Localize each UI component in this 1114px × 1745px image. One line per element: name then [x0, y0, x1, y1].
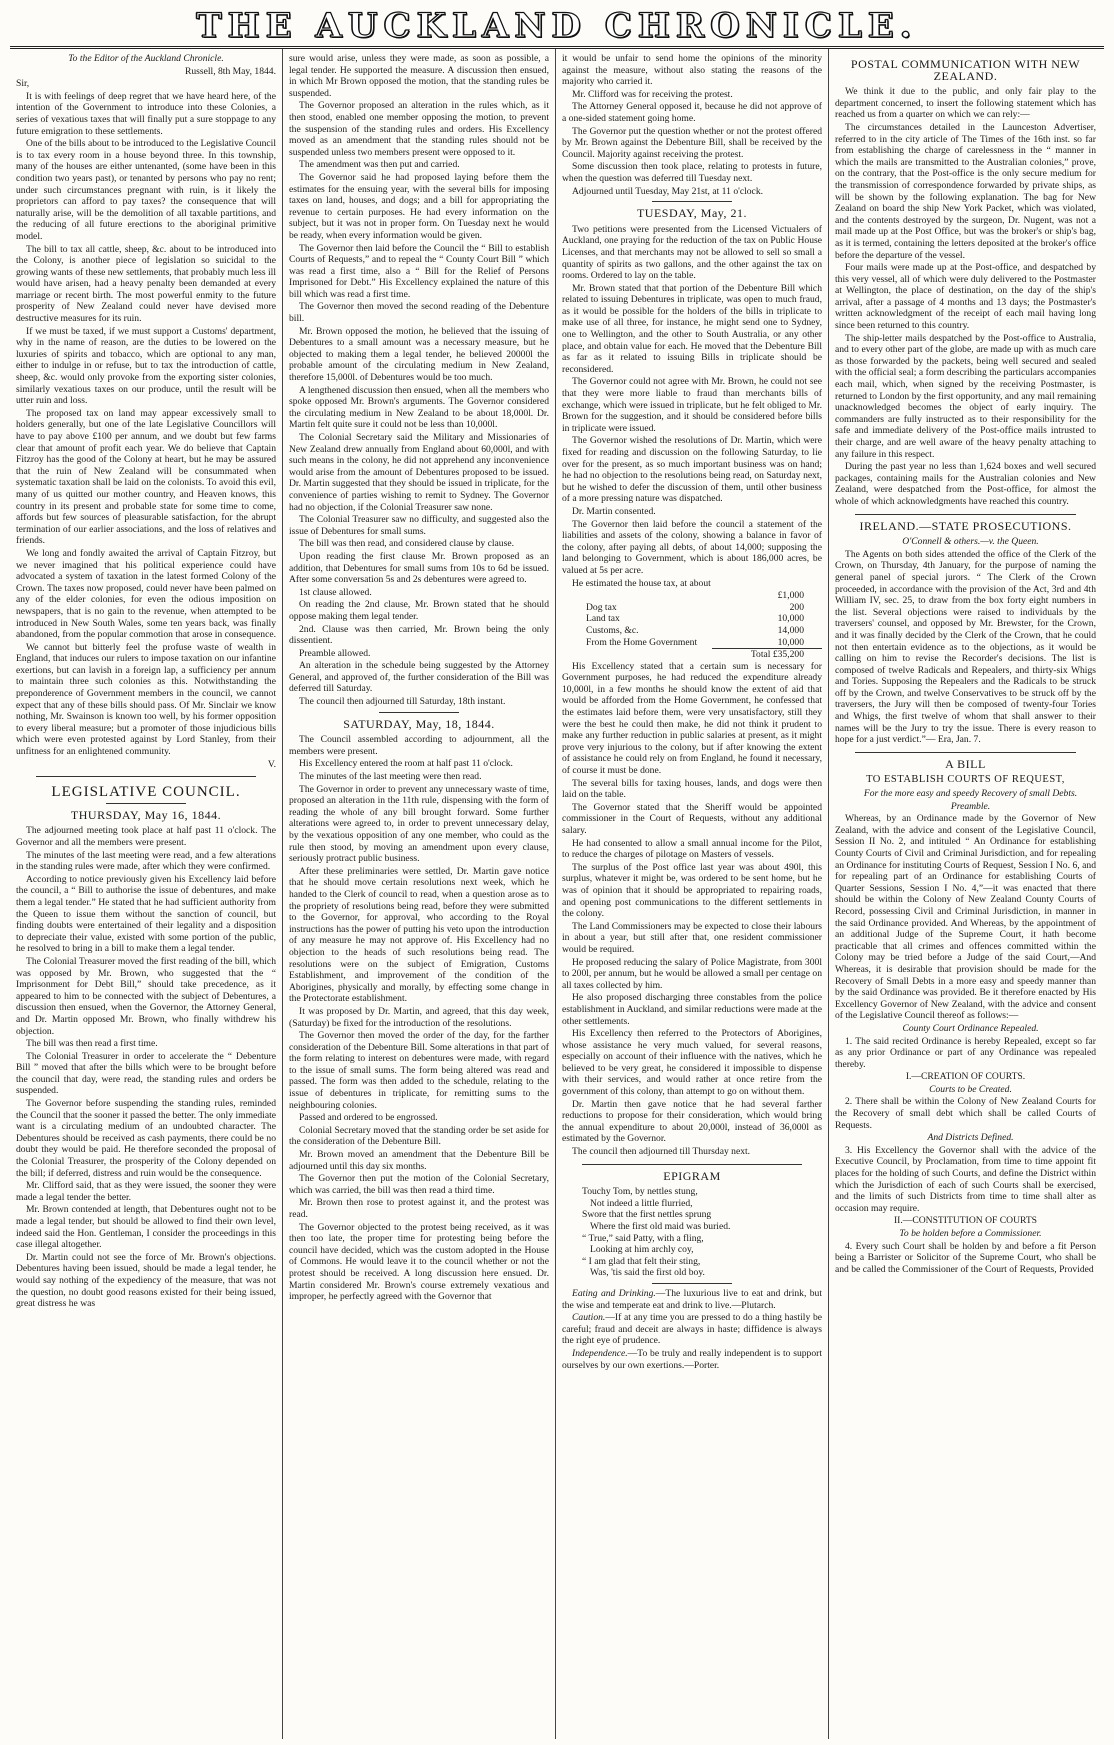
misc-lead: Eating and Drinking. [572, 1287, 656, 1299]
council-paragraph: An alteration in the schedule being suggested by the Attorney General, and approved of, the further consideration of the Bill was deferred till Saturday. [289, 660, 549, 695]
part-heading: II.—CONSTITUTION OF COURTS [893, 1215, 1038, 1227]
poem-line: Where the first old maid was buried. [590, 1221, 731, 1232]
council-paragraph: Preamble allowed. [299, 647, 371, 659]
council-paragraph: The Governor proposed an alteration in the rules which, as it then stood, enabled one member opposing the motion, to prevent the suspension of the standing rules and orders. His Excellency moved as an amendment that the standing rules should not be suspended unless two members present were opposed to it. [289, 100, 549, 158]
council-paragraph: He had consented to allow a small annual income for the Pilot, to reduce the charges of pilotage on Masters of vessels. [562, 837, 822, 861]
council-paragraph: His Excellency then referred to the Protectors of Aborigines, whose assistance he very much valued, for several reasons, especially on account of their influence with the natives, which he believed to be very great, he considered it impossible to dispense with their services, and would rather at once retire from the government of this colony, than attempt to go on without them. [562, 1028, 822, 1098]
council-paragraph: it would be unfair to send home the opinions of the minority against the measure, without also stating the reasons of the majority who carried it. [562, 53, 822, 88]
column-2 [283, 49, 556, 1739]
divider [379, 712, 459, 713]
ireland-paragraph: The Agents on both sides attended the office of the Clerk of the Crown, on Thursday, 4th January, for the purpose of naming the general panel of special jurors. “ The Clerk of the Crown proceeded, in accordance with the provision of the Act, 3rd and 4th William IV, sec. 25, to draw from the box forty eight numbers in the list. Several objections were raised to individuals by the traversers' counsel, and opposed by Mr. Brewster, for the Crown, and it was finally decided by the Clerk of the Crown, that he could not then entertain evidence as to the objections, as it would be calling on him to revise the Recorder's decisions. The list is composed of twelve Radicals and Repealers, and thirty-six Whigs and Tories. Supposing the Repealers and the Radicals to be struck off by the Crown, and twelve Conservatives to be struck off by the traversers, the Jury will then be composed of twenty-four Tories and Whigs, the first twelve of whom that shall answer to their names will be the Jury to try the issue. There is every reason to hope for a just verdict.”— Era, Jan. 7. [835, 548, 1096, 746]
council-paragraph: The Governor then moved the second reading of the Debenture bill. [289, 301, 549, 325]
bill-purpose: For the more easy and speedy Recovery of small Debts. [863, 788, 1078, 800]
divider [36, 776, 256, 777]
columns [10, 49, 1104, 1739]
postal-paragraph: Four mails were made up at the Post-office, and despatched by this very vessel, all of which were duly delivered to the Postmaster at Wellington, the place of destination, on the day of the ship's arrival, after a passage of 4 months and 13 days; the Postmaster's written acknowledgment of the receipt of each mail having long since been returned to this country. [835, 262, 1096, 332]
council-paragraph: Two petitions were presented from the Licensed Victualers of Auckland, one praying for the reduction of the tax on Public House Licenses, and that merchants may not be allowed to sell so small a quantity of spirits as two gallons, and the other against the tax on rooms. Ordered to lay on the table. [562, 223, 822, 282]
misc-paragraph [562, 1348, 822, 1371]
council-paragraph: The Governor then put the motion of the Colonial Secretary, which was carried, the bill was then read a third time. [289, 1173, 549, 1196]
masthead: THE AUCKLAND CHRONICLE. [10, 6, 1104, 49]
council-paragraph: Mr. Brown stated that that portion of the Debenture Bill which related to issuing Debentures in triplicate, was open to much fraud, as it would be possible for the holders of the bills in triplicate to make use of all three, for instance, he might send one to Sydney, one to Wellington, and the other to South Australia, or any other place, and obtain value for each. He moved that the Debenture Bill as far as it related to issuing Bills in triplicate should be reconsidered. [562, 282, 822, 375]
council-paragraph: The Attorney General opposed it, because he did not approve of a one-sided statement going home. [562, 101, 822, 124]
tax-amount: £1,000 [777, 590, 804, 602]
letter-dateline: Russell, 8th May, 1844. [184, 65, 276, 77]
postal-paragraph: The circumstances detailed in the Launceston Advertiser, referred to in the city article of The Times of the 16th inst. so far from establishing the charge of carelessness in the “ manner in which the mails are transmitted to the Australian colonies,” prove, on the contrary, that the Post-office is the only secure medium for the transmission of correspondence forwarded by private ships, as will be shown by the following explanation. The bag for New Zealand on board the ship New York Packet, which was violated, and the contents destroyed by the surgeon, Dr. Nugent, was not a mail made up at the Post Office, but was the broker's or ship's bag, as it is termed, containing the letters deposited at the broker's office before the departure of the vessel. [835, 121, 1096, 261]
misc-lead: Caution. [572, 1312, 606, 1324]
tax-row [562, 602, 822, 614]
letter-paragraph: We cannot but bitterly feel the profuse waste of wealth in England, that induces our rulers to impose taxation on our infantine exertions, but can lavish in a foreign lap, a sufficiency per annum to maintain three such colonies as this. Notwithstanding the preponderence of Government members in the council, we cannot expect that any of these bills should pass. Of Mr. Sinclair we know nothing, Mr. Swainson is known too well, by his former opposition to every liberal measure; but a promoter of those injudicious bills which were even protested against by Lord Stanley, from their unfitness for an enlightened community. [16, 641, 276, 758]
tax-row [562, 613, 822, 625]
bill-paragraph: 4. Every such Court shall be holden by and before a fit Person being a Barrister or Solicitor of the Supreme Court, who shall be and be called the Commissioner of the Court of Requests, Provided [835, 1240, 1096, 1275]
council-paragraph: According to notice previously given his Excellency laid before the council, a “ Bill to authorise the issue of debentures, and make them a legal tender.” He stated that he had sufficient authority from the Queen to issue them without the sanction of council, but finding doubts were entertained of their legality and a disposition to depreciate their value, existed with some portion of the public, he resolved to bring in a bill to make them a legal tender. [16, 873, 276, 955]
council-paragraph: Dr. Martin then gave notice that he had several farther reductions to propose for their consideration, which would bring the annual expenditure to about 20,000l, instead of 36,000l as estimated by the Governor. [562, 1098, 822, 1145]
bill-paragraph: 2. There shall be within the Colony of New Zealand Courts for the Recovery of small debt which shall be called Courts of Requests. [835, 1096, 1096, 1131]
letter-paragraph: The bill to tax all cattle, sheep, &c. about to be introduced into the Colony, is another piece of legislation so suicidal to the growing wants of these new settlements, that probably much less ill would have arisen, had a heavy penalty been demanded at every marriage or recent birth. The most powerful enmity to the future prosperity of New Zealand could never have devised more destructive measures for its ruin. [16, 243, 276, 325]
council-paragraph: sure would arise, unless they were made, as soon as possible, a legal tender. He supported the measure. A discussion then ensued, in which Mr Brown opposed the motion, that the standing rules be suspended. [289, 53, 549, 99]
council-paragraph: Some discussion then took place, relating to protests in future, when the question was deferred till Tuesday next. [562, 161, 822, 184]
divider [855, 514, 1076, 515]
divider [106, 803, 186, 804]
council-paragraph: The Governor then laid before the council a statement of the liabilities and assets of the colony, showing a balance in favor of the colony, after paying all debts, of about 14,000; supposing the land belonging to Government, which is about 186,000 acres, be valued at 5s per acre. [562, 518, 822, 576]
divider [582, 1164, 802, 1165]
misc-text: —To be truly and really independent is to support ourselves by our own exertions.—Porter. [562, 1347, 822, 1371]
council-paragraph: The amendment was then put and carried. [299, 159, 460, 171]
letter-signature: V. [267, 758, 276, 770]
date-heading: THURSDAY, May 16, 1844. [70, 807, 222, 822]
council-paragraph: The bill was then read, and considered clause by clause. [299, 538, 514, 550]
section-title-postal: POSTAL COMMUNICATION WITH NEW ZEALAND. [850, 57, 1081, 83]
tax-total: Total £35,200 [712, 648, 822, 661]
council-paragraph: Mr. Brown moved an amendment that the Debenture Bill be adjourned until this day six months. [289, 1149, 549, 1172]
misc-paragraph [562, 1312, 822, 1347]
council-paragraph: The Colonial Treasurer in order to accelerate the “ Debenture Bill ” moved that after the bills which were to be brought before the council that day, were read, the standing rules and orders be suspended. [16, 1050, 276, 1097]
subsection-title: Courts to be Created. [929, 1083, 1012, 1095]
epigram-title: EPIGRAM [663, 1168, 721, 1183]
letter-salutation: Sir, [16, 78, 30, 90]
council-paragraph: Mr. Brown opposed the motion, he believed that the issuing of Debentures to a small amount was a necessary measure, but he objected to making them a legal tender, he believed 20000l the probable amount of the circulating medium in New Zealand, therefore 15,000l. of Debentures would be too much. [289, 325, 549, 384]
council-paragraph: 2nd. Clause was then carried, Mr. Brown being the only dissentient. [289, 623, 549, 647]
poem-line: Touchy Tom, by nettles stung, [582, 1186, 698, 1198]
council-paragraph: He estimated the house tax, at about [572, 577, 711, 589]
council-paragraph: Colonial Secretary moved that the standing order be set aside for the consideration of the Debenture Bill. [289, 1124, 549, 1148]
subsection-title: And Districts Defined. [927, 1132, 1014, 1144]
council-paragraph: The Colonial Treasurer saw no difficulty, and suggested also the issue of Debentures for small sums. [289, 514, 549, 537]
council-paragraph: The Governor then laid before the Council the “ Bill to establish Courts of Requests,” and to repeal the “ County Court Bill ” which was read a first time, also a “ Bill for the Relief of Persons Imprisoned for Debt.” His Excellency explained the nature of this bill which was read a first time. [289, 242, 549, 300]
bill-subtitle: TO ESTABLISH COURTS OF REQUEST, [866, 774, 1065, 786]
council-paragraph: Dr. Martin could not see the force of Mr. Brown's objections. Debentures having been issued, should be made a legal tender, he would say nothing of the expediency of the measure, that was not the question, no doubt good reasons existed for their being issued, great distress he was [16, 1251, 276, 1310]
council-paragraph: The surplus of the Post office last year was about 490l, this surplus, whatever it might be, was ordered to be sent home, but he was of opinion that it should be appropriated to repairing roads, and opening post communications to the different settlements in the colony. [562, 861, 822, 920]
council-paragraph: The council then adjourned till Thursday next. [572, 1146, 751, 1158]
epigram-poem [562, 1186, 822, 1279]
tax-label: From the Home Government [586, 636, 698, 648]
council-paragraph: The Governor in order to prevent any unnecessary waste of time, proposed an alteration in the 11th rule, dispensing with the form of reading the whole of any bill brought forward. Some further alterations were agreed to, in order to prevent unnecessary delay, by the vexatious opposition of any one member, who could as the rule then stood, by moving an amendment upon every clause, seriously protract public business. [289, 783, 549, 865]
section-title-legislative-council: LEGISLATIVE COUNCIL. [51, 784, 241, 801]
tax-amount: 10,000 [777, 613, 804, 625]
council-paragraph: The Governor wished the resolutions of Dr. Martin, which were fixed for reading and discussion on the following Saturday, to lie over for the present, as so much important business was on hand; he had no objection to the resolutions being read, on Saturday next, but he wished to defer the discussion of them, until other business of a more pressing nature was dispatched. [562, 435, 822, 505]
council-paragraph: Mr. Brown then rose to protest against it, and the protest was read. [289, 1197, 549, 1220]
council-paragraph: The minutes of the last meeting were then read. [299, 771, 482, 783]
council-paragraph: Mr. Clifford said, that as they were issued, the sooner they were made a legal tender the better. [16, 1180, 276, 1203]
council-paragraph: The Governor stated that the Sheriff would be appointed commissioner in the Court of Requests, without any additional salary. [562, 801, 822, 836]
divider [652, 1283, 732, 1284]
tax-amount: 14,000 [777, 624, 804, 636]
misc-paragraph [562, 1288, 822, 1311]
council-paragraph: After these preliminaries were settled, Dr. Martin gave notice that he should move certain resolutions next week, which he handed to the Clerk of council to read, when a question arose as to the propriety of resolutions being read, before they were submitted to the Governor, for approval, who according to the Royal instructions has the power of putting his veto upon the introduction of any measure he may not approve of. His Excellency had no objection to the heads of such resolutions being read. The resolutions were on the subject of Emigration, Customs Establishment, and improvement of the condition of the Aborigines, physically and morally, by effecting some change in the Protectorate establishment. [289, 865, 549, 1005]
ireland-subtitle: O'Connell & others.—v. the Queen. [902, 536, 1039, 548]
council-paragraph: The Governor could not agree with Mr. Brown, he could not see that they were more liable to fraud than merchants bills of exchange, which were issued in triplicate, but he felt obliged to Mr. Brown for the suggestion, and it should be considered before bills in triplicate were issued. [562, 376, 822, 434]
poem-line: Was, 'tis said the first old boy. [590, 1267, 705, 1279]
council-paragraph: Mr. Clifford was for receiving the protest. [572, 88, 733, 100]
letter-paragraph: It is with feelings of deep regret that we have heard here, of the intention of the Government to introduce into these Colonies, a series of vexatious taxes that will finally put a sure stoppage to any future emigration to these settlements. [16, 90, 276, 137]
council-paragraph: The minutes of the last meeting were read, and a few alterations in the standing rules were made, after which they were confirmed. [16, 849, 276, 873]
poem-line: Not indeed a little flurried, [590, 1197, 693, 1209]
date-heading: SATURDAY, May, 18, 1844. [343, 716, 495, 731]
council-paragraph: Mr. Brown contended at length, that Debentures ought not to be made a legal tender, but should be allowed to find their own level, indeed said the Hon. Gentleman, I consider the proceedings in this case illegal altogether. [16, 1204, 276, 1251]
preamble-label: Preamble. [950, 800, 991, 812]
council-paragraph: Dr. Martin consented. [572, 505, 656, 517]
council-paragraph: Passed and ordered to be engrossed. [299, 1112, 438, 1124]
council-paragraph: The several bills for taxing houses, lands, and dogs were then laid on the table. [562, 777, 822, 801]
date-heading: TUESDAY, May, 21. [636, 206, 748, 221]
letter-paragraph: One of the bills about to be introduced to the Legislative Council is to tax every room in a house beyond three. In this township, many of the houses are either untenanted, (some have been in this condition two years past), or tenanted by persons who pay no rent; under such circumstances pregnant with ruin, is it likely the proprietors can afford to pay taxes? the consequence that will naturally arise, will be the demolition of all taxable partitions, and the reducing of all future erections to the aboriginal primitive model. [16, 138, 276, 242]
bill-paragraph: 3. His Excellency the Governor shall with the advice of the Executive Council, by Proclamation, from time to time appoint fit places for the holding of such Courts, and define the District within which the Jurisdiction of each of such Courts shall be exercised, and the limits of such Districts from time to time shall alter as occasion may require. [835, 1144, 1096, 1214]
council-paragraph: 1st clause allowed. [299, 586, 372, 598]
council-paragraph: The Governor said he had proposed laying before them the estimates for the ensuing year, with the several bills for imposing taxes on land, houses, and dogs; and a bill for appropriating the revenue to certain purposes. He had every information on the subject, but it was not in proper form. On Tuesday next he would be ready, when every information would be given. [289, 171, 549, 241]
letter-paragraph: The proposed tax on land may appear excessively small to holders generally, but one of the late Legislative Councillors will have to pay above £100 per annum, and we doubt but few farms clear that amount of profit each year. We do believe that Captain Fitzroy has the good of the Colony at heart, but he may be assured that the ruin of New Zealand will be consummated when systematic taxation shall be laid on the colonists. To avoid this evil, many of us quitted our mother country, and Heaven knows, this country in its present and probable state for some time to come, affords but few sources of pleasurable satisfaction, for the abrupt termination of our earlier associations, and the loss of relatives and friends. [16, 407, 276, 547]
tax-amount: 10,000 [777, 636, 804, 648]
divider [652, 201, 732, 202]
poem-line: “ True,” said Patty, with a fling, [582, 1232, 704, 1244]
council-paragraph: His Excellency stated that a certain sum is necessary for Government purposes, he had reduced the expenditure already 10,000l, in a few months he should know the extent of aid that would be afforded from the Home Government, he confessed that the estimates laid before them, were very unsatisfactory, still they were the best he could then make, he did not think it prudent to make any further reduction in public salaries at present, as it might prove very injurious to the colony, but if after knowing the extent of assistance he could rely on from England, he found it necessary, of course it must be done. [562, 660, 822, 777]
tax-label: Dog tax [586, 601, 617, 613]
council-paragraph: Adjourned until Tuesday, May 21st, at 11 o'clock. [572, 185, 764, 197]
council-paragraph: His Excellency entered the room at half past 11 o'clock. [299, 758, 513, 770]
letter-paragraph: We long and fondly awaited the arrival of Captain Fitzroy, but we never imagined that his political experience could have advocated a system of taxation in the latest formed Colony of the Crown. The taxes now proposed, could never have been palmed on any of the elder colonies, for even the odious imposition on newspapers, that is no gain to the revenue, when attempted to be introduced in New South Wales, some ten years back, was finally abandoned, from the popular commotion that arose in consequence. [16, 547, 277, 641]
council-paragraph: The Colonial Secretary said the Military and Missionaries of New Zealand drew annually from England about 60,000l, and with such means in the colony, he did not apprehend any inconvenience would arise from the amount of Debentures proposed to be issued. Dr. Martin suggested that they should be issued in triplicate, for the convenience of parties wishing to remit to Sydney. The Governor had no objection, if the Colonial Treasurer saw none. [289, 432, 549, 513]
council-paragraph: The Colonial Treasurer moved the first reading of the bill, which was opposed by Mr. Brown, who suggested that the “ Imprisonment for Debt Bill,” should take precedence, as it appeared to him to be connected with the subject of Debentures, a discussion then ensued, when the Governor, the Attorney General, and Dr. Martin opposed Mr. Brown, who finally withdrew his objection. [16, 955, 276, 1037]
tax-row [562, 625, 822, 637]
divider [855, 752, 1076, 753]
council-paragraph: The Governor before suspending the standing rules, reminded the Council that the sooner it passed the better. The only immediate want is a circulating medium of an undoubted character. The Debentures should be received as cash payments, there could be no doubt they would be paid. He therefore seconded the proposal of the Colonial Treasurer, the prosperity of the Colony depended on the bill; if deferred, distress and ruin would be the consequence. [16, 1098, 276, 1179]
council-paragraph: The Land Commissioners may be expected to close their labours in about a year, but still after that, one resident commissioner would be required. [562, 920, 822, 955]
subsection-title: To be holden before a Commissioner. [899, 1228, 1042, 1239]
tax-label: Land tax [586, 613, 620, 625]
council-paragraph: A lengthened discussion then ensued, when all the members who spoke opposed Mr. Brown's arguments. The Governor considered the circulating medium in New Zealand to be about 18,000l. Dr. Martin felt quite sure it could not be less than 10,000l. [289, 384, 549, 431]
council-paragraph: The Governor put the question whether or not the protest offered by Mr. Brown against the Debenture Bill, shall be received by the Council. Majority against receiving the protest. [562, 125, 822, 160]
council-paragraph: The council then adjourned till Saturday, 18th instant. [299, 696, 506, 708]
tax-row [562, 637, 822, 649]
council-paragraph: It was proposed by Dr. Martin, and agreed, that this day week, (Saturday) be fixed for the introduction of the resolutions. [289, 1005, 549, 1029]
bill-paragraph: 1. The said recited Ordinance is hereby Repealed, except so far as any prior Ordinance or part of any Ordinance was repealed thereby. [835, 1035, 1096, 1070]
bill-paragraph: Whereas, by an Ordinance made by the Governor of New Zealand, with the advice and consent of the Legislative Council, Session II No. 2, and intituled “ An Ordinance for establishing County Courts of Civil and Criminal Jurisdiction, and for repealing an Ordinance for instituting Courts of Request, Session I No. 6, and for repealing part of an Ordinance for establishing Courts of Quarter Sessions, Session I No. 4,”—it was enacted that there should be within the Colony of New Zealand County Courts of Record, possessing Civil and Criminal Jurisdiction, in manner in the said Ordinance provided. And Whereas, by the appointment of an additional Judge of the Supreme Court, it hath become practicable that all crimes and offences committed within the Colony may be tried before a Judge of the said Court,—And Whereas, it is desirable that provision should be made for the Recovery of Small Debts in a more easy and speedy manner than by the said Ordinance was provided. Be it therefore enacted by His Excellency Governor of New Zealand, with the advice and consent of the Legislative Council thereof as follows:— [835, 813, 1096, 1022]
poem-line: “ I am glad that felt their sting, [582, 1255, 701, 1267]
council-paragraph: The bill was then read a first time. [26, 1038, 158, 1050]
council-paragraph: The Council assembled according to adjournment, all the members were present. [289, 734, 549, 757]
bill-title: A BILL [945, 756, 986, 771]
poem-line: Swore that the first nettles sprung [582, 1209, 712, 1221]
tax-label: Customs, &c. [586, 624, 639, 636]
column-1 [10, 49, 283, 1739]
postal-paragraph: The ship-letter mails despatched by the Post-office to Australia, and to every other part of the globe, are made up with as much care as those forwarded by the packets, being well secured and sealed with the official seal; a form describing the particulars accompanies each mail, which, when signed by the receiving Postmaster, is returned to London by the first opportunity, and any mail remaining unacknowledged becomes the object of early inquiry. The commanders are fully instructed as to their responsibility for the safe and immediate delivery of the Post-office mails intrusted to their charge, and are well aware of the heavy penalty attaching to any failure in this respect. [835, 332, 1096, 460]
misc-text: —If at any time you are pressed to do a thing hastily be careful; fraud and deceit are always in haste; diffidence is always the right eye of prudence. [562, 1312, 822, 1347]
misc-text: —The luxurious live to eat and drink, but the wise and temperate eat and drink to live.—Plutarch. [562, 1287, 822, 1311]
council-paragraph: The adjourned meeting took place at half past 11 o'clock. The Governor and all the members were present. [16, 825, 276, 848]
council-paragraph: On reading the 2nd clause, Mr. Brown stated that he should oppose making them legal tender. [289, 599, 549, 622]
tax-amount: 200 [789, 601, 804, 613]
tax-table [562, 590, 822, 661]
postal-paragraph: We think it due to the public, and only fair play to the department concerned, to insert the following statement which has reached us from a quarter on which we can rely:— [835, 86, 1096, 121]
letter-address: To the Editor of the Auckland Chronicle. [68, 53, 224, 64]
letter-paragraph: If we must be taxed, if we must support a Customs' department, why in the name of reason, are the duties to be lowered on the luxuries of spirits and tobacco, which are optional to any man, either to indulge in or refuse, but to tax the introduction of cattle, sheep, &c. would only provoke from the exporting sister colonies, similarly vexatious taxes on our produce, until the result will be utter ruin and loss. [16, 325, 276, 407]
column-4 [829, 49, 1102, 1739]
council-paragraph: The Governor objected to the protest being received, as it was then too late, the proper time for protesting being before the council have decided, which was the custom adopted in the House of Commons. He would leave it to the council whether or not the protest should be received. A long discussion here ensued. Dr. Martin considered Mr. Brown's course extremely vexatious and improper, he perfectly agreed with the Governor that [289, 1221, 549, 1303]
column-3 [556, 49, 829, 1739]
poem-line: Looking at him archly coy, [590, 1244, 694, 1256]
council-paragraph: He also proposed discharging three constables from the police establishment in Auckland, and similar reductions were made at the other settlements. [562, 992, 822, 1027]
subsection-title: County Court Ordinance Repealed. [902, 1022, 1039, 1034]
section-title-ireland: IRELAND.—STATE PROSECUTIONS. [859, 518, 1072, 533]
council-paragraph: Upon reading the first clause Mr. Brown proposed as an addition, that Debentures for small sums from 10s to 6d be issued. After some conversation 5s and 2s debentures were agreed to. [289, 550, 549, 586]
council-paragraph: He proposed reducing the salary of Police Magistrate, from 300l to 200l, per annum, but he would be allowed a small per centage on all taxes collected by him. [562, 956, 822, 991]
council-paragraph: The Governor then moved the order of the day, for the farther consideration of the Debenture Bill. Some alterations in that part of the form relating to interest on debentures were made, with regard to the issue of small sums. The form being altered was read and passed. The form was then added to the schedule, relating to the issue of debentures in triplicate, for remitting sums to the neighbouring colonies. [289, 1030, 549, 1111]
part-heading: I.—CREATION OF COURTS. [905, 1071, 1026, 1083]
misc-lead: Independence. [572, 1347, 628, 1359]
tax-row [562, 590, 822, 602]
postal-paragraph: During the past year no less than 1,624 boxes and well secured packages, containing mails for the Australian colonies and New Zealand, were despatched from the Post-office, for almost the whole of which acknowledgments have reached this country. [835, 461, 1096, 507]
